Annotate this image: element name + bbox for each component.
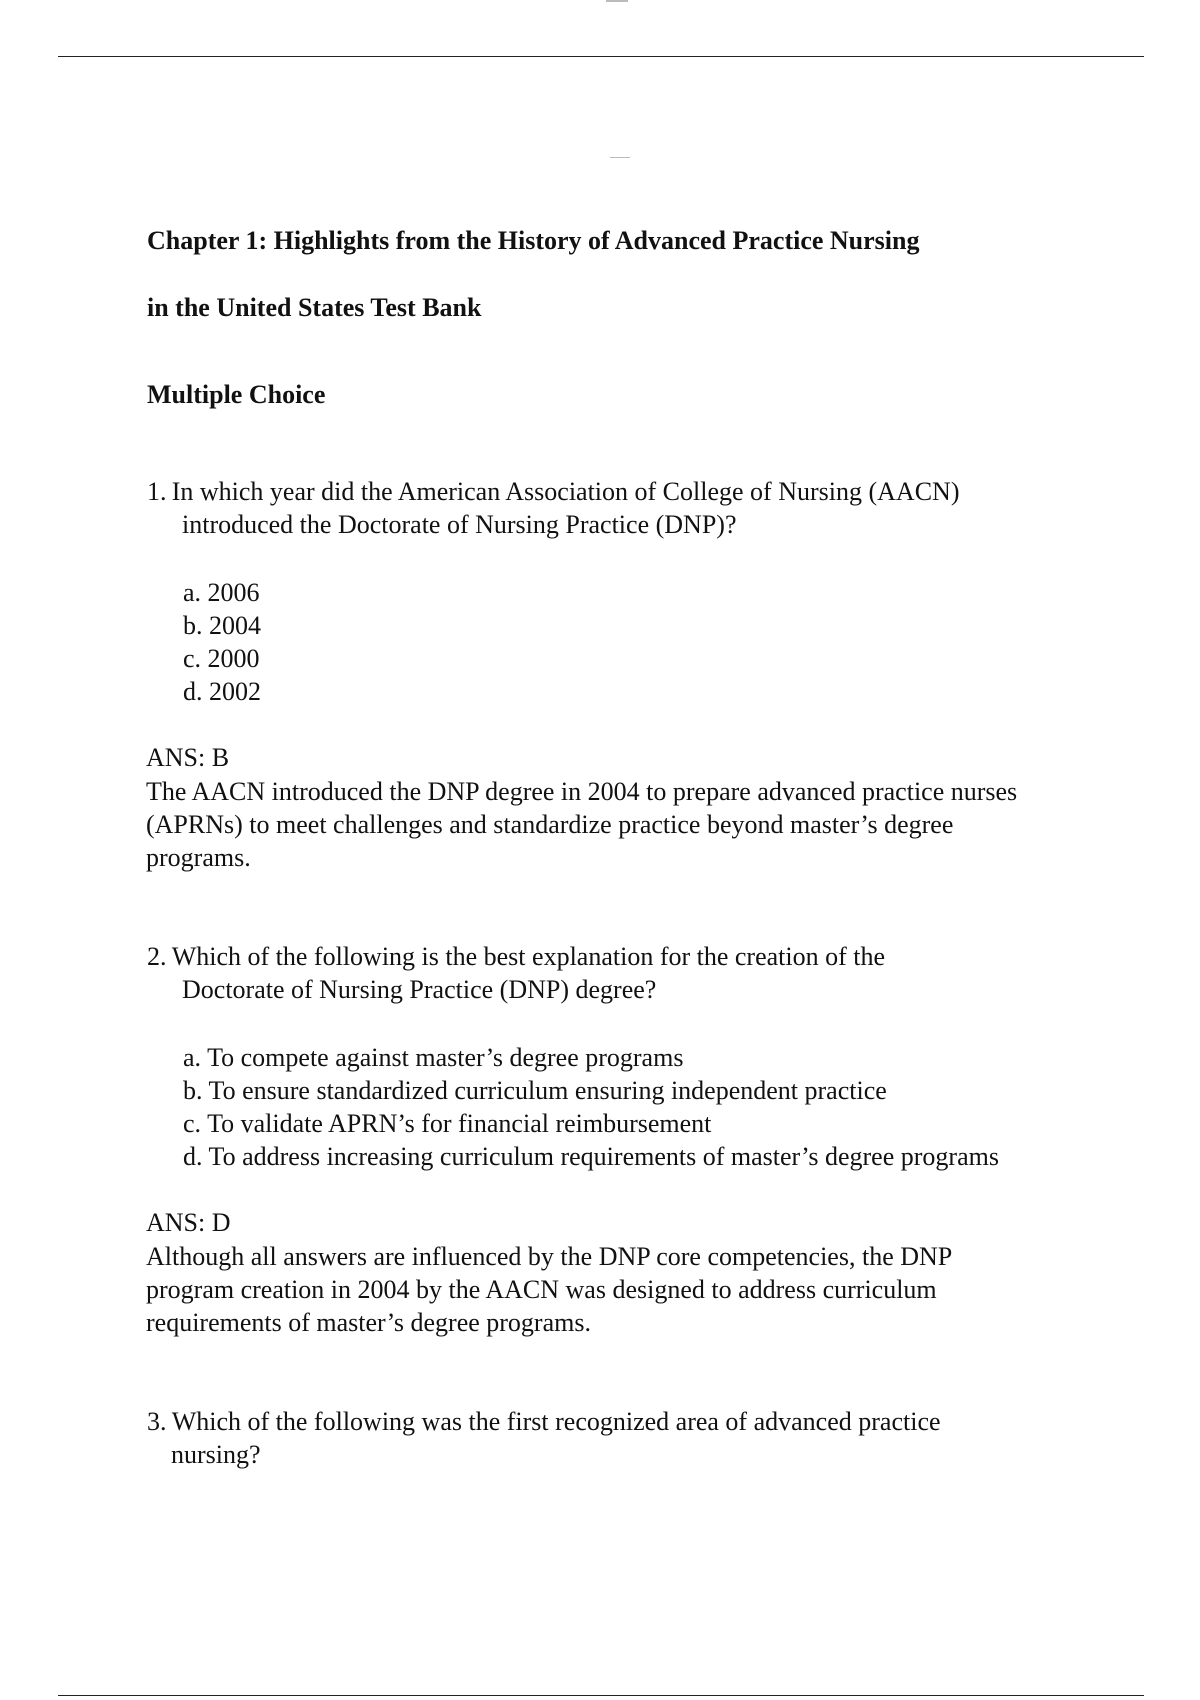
header-mark [610, 157, 630, 158]
question-1-stem-line: introduced the Doctorate of Nursing Practice (DNP)? [182, 510, 737, 539]
question-3-stem [147, 1405, 941, 1471]
question-1-stem-line: 1. In which year did the American Association of College of Nursing (AACN) [147, 477, 960, 506]
chapter-title-line-1: Chapter 1: Highlights from the History of Advanced Practice Nursing [147, 226, 920, 255]
question-3-stem-line: 3. Which of the following was the first recognized area of advanced practice [147, 1407, 941, 1436]
option-a: a. 2006 [183, 578, 260, 607]
option-c: c. To validate APRN’s for financial reimbursement [183, 1109, 712, 1138]
question-2-stem-line: 2. Which of the following is the best explanation for the creation of the [147, 942, 886, 971]
question-2-answer: ANS: D [146, 1208, 231, 1237]
rationale-line: program creation in 2004 by the AACN was designed to address curriculum [146, 1275, 937, 1304]
question-1-rationale [146, 775, 1017, 874]
question-2-stem [147, 940, 885, 1006]
rationale-line: programs. [146, 843, 251, 872]
section-heading: Multiple Choice [147, 380, 326, 409]
option-a: a. To compete against master’s degree programs [183, 1043, 684, 1072]
option-b: b. 2004 [183, 611, 261, 640]
question-1-stem [147, 475, 959, 541]
question-2-stem-line: Doctorate of Nursing Practice (DNP) degree? [182, 975, 657, 1004]
question-2-options [183, 1041, 999, 1173]
option-d: d. 2002 [183, 677, 261, 706]
option-b: b. To ensure standardized curriculum ensuring independent practice [183, 1076, 887, 1105]
option-c: c. 2000 [183, 644, 260, 673]
rationale-line: Although all answers are influenced by the DNP core competencies, the DNP [146, 1242, 953, 1271]
rationale-line: The AACN introduced the DNP degree in 2004 to prepare advanced practice nurses [146, 777, 1018, 806]
rationale-line: requirements of master’s degree programs. [146, 1308, 591, 1337]
option-d: d. To address increasing curriculum requirements of master’s degree programs [183, 1142, 999, 1171]
footer-rule [58, 1695, 1144, 1696]
question-1-options [183, 576, 261, 708]
question-2-rationale [146, 1240, 952, 1339]
rationale-line: (APRNs) to meet challenges and standardize practice beyond master’s degree [146, 810, 954, 839]
question-1-answer: ANS: B [146, 743, 230, 772]
chapter-title-line-2: in the United States Test Bank [147, 293, 482, 322]
page-top-mark [606, 0, 628, 2]
header-rule [58, 56, 1144, 57]
question-3-stem-line: nursing? [171, 1440, 261, 1469]
